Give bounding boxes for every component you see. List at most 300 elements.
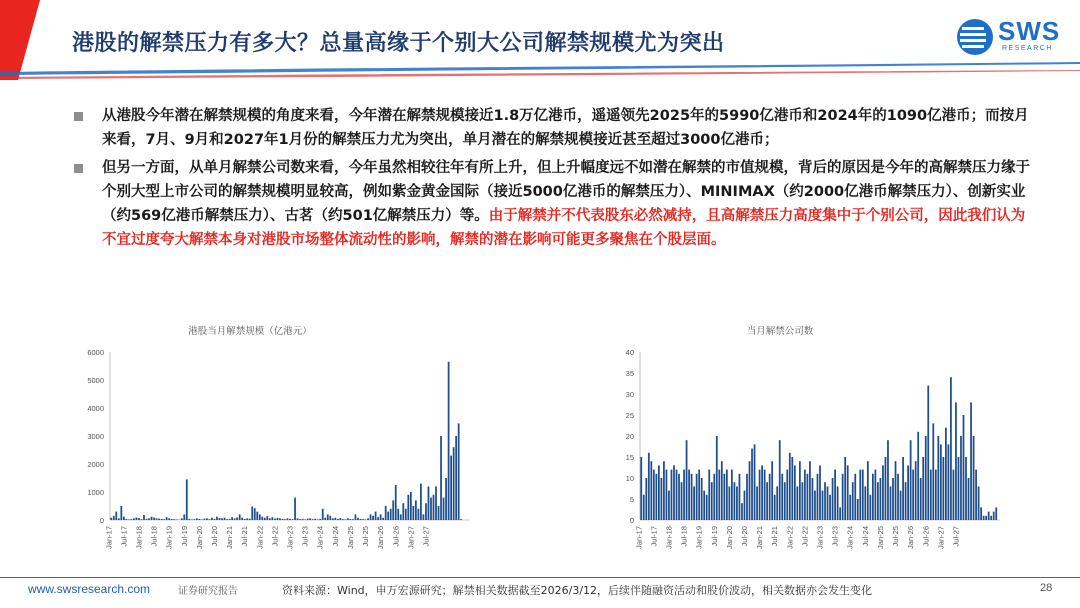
bullet-item-2	[74, 156, 1034, 252]
header-bar	[0, 0, 1080, 80]
chart-bar	[643, 495, 645, 520]
chart-bar	[360, 519, 362, 520]
chart-bar	[955, 402, 957, 520]
chart-bar	[734, 482, 736, 520]
chart-bar	[980, 507, 982, 520]
chart-bar	[887, 440, 889, 520]
chart-bar	[661, 478, 663, 520]
x-tick-label: Jan-27	[936, 526, 946, 549]
chart-bar	[292, 519, 294, 520]
x-tick-label: Jan-21	[225, 526, 235, 549]
chart-bar	[342, 519, 344, 520]
chart-bar	[244, 519, 246, 520]
chart-bar	[902, 457, 904, 520]
chart-bar	[392, 500, 394, 520]
chart-bar	[784, 482, 786, 520]
x-tick-label: Jul-17	[649, 526, 659, 547]
chart-bar	[115, 512, 117, 520]
chart-bar	[774, 495, 776, 520]
chart-bar	[365, 519, 367, 520]
chart-bar	[234, 518, 236, 520]
chart-bar	[334, 518, 336, 520]
chart-bar	[397, 509, 399, 520]
chart-bar	[141, 519, 143, 520]
y-tick-label: 6000	[87, 348, 104, 357]
x-tick-label: Jan-21	[755, 526, 765, 549]
chart-bar	[668, 491, 670, 520]
x-tick-label: Jul-21	[770, 526, 780, 547]
chart-bar	[209, 519, 211, 520]
chart-bar	[418, 509, 420, 520]
chart-bar	[339, 518, 341, 520]
bullet-text-1: 从港股今年潜在解禁规模的角度来看，今年潜在解禁规模接近1.8万亿港币，遥遥领先2025年的5990亿港币和2024年的1090亿港币；而按月来看，7月、9月和2027年1月份的解禁压力尤为突出，单月潜在的解禁规模接近甚至超过3000亿港币；	[102, 108, 1029, 148]
chart-bar	[749, 461, 751, 520]
y-tick-label: 0	[99, 516, 104, 525]
chart-bar	[718, 470, 720, 520]
x-tick-label: Jan-22	[785, 526, 795, 549]
chart-bar	[385, 506, 387, 520]
x-tick-label: Jan-24	[315, 526, 325, 549]
chart-bar	[781, 474, 783, 520]
chart-bar	[900, 491, 902, 520]
chart-bar	[352, 519, 354, 520]
x-tick-label: Jan-20	[194, 526, 204, 549]
x-tick-label: Jul-21	[240, 526, 250, 547]
y-tick-label: 5	[629, 495, 634, 504]
chart-bar	[259, 514, 261, 520]
y-tick-label: 30	[625, 390, 634, 399]
chart-bar	[118, 518, 120, 520]
chart-bar	[219, 518, 221, 520]
x-tick-label: Jul-25	[891, 526, 901, 547]
chart-bar	[703, 491, 705, 520]
chart-bar	[443, 498, 445, 520]
chart-bar	[844, 457, 846, 520]
chart-bar	[304, 519, 306, 520]
x-tick-label: Jul-23	[830, 526, 840, 547]
chart-bar	[181, 518, 183, 520]
chart-bar	[859, 470, 861, 520]
x-tick-label: Jul-24	[860, 526, 870, 547]
x-tick-label: Jul-20	[209, 526, 219, 547]
y-tick-label: 1000	[87, 488, 104, 497]
chart-bar	[229, 519, 231, 520]
chart-bar	[440, 436, 442, 520]
chart-bar	[875, 470, 877, 520]
chart-bar	[776, 486, 778, 520]
chart-bar	[347, 518, 349, 520]
chart-bar	[428, 486, 430, 520]
chart-bar	[455, 436, 457, 520]
chart-bar	[739, 474, 741, 520]
chart-bar	[824, 482, 826, 520]
x-tick-label: Jul-19	[709, 526, 719, 547]
bullet-item-1	[74, 104, 1034, 152]
chart-bar	[877, 482, 879, 520]
chart-bar	[350, 519, 352, 520]
chart-bar	[799, 461, 801, 520]
chart-bar	[978, 486, 980, 520]
chart-bar	[319, 519, 321, 520]
chart-bar	[973, 436, 975, 520]
chart-bar	[282, 519, 284, 520]
chart-bar	[728, 486, 730, 520]
y-tick-label: 3000	[87, 432, 104, 441]
chart-bar	[640, 457, 642, 520]
chart-bar	[741, 503, 743, 520]
chart-bar	[988, 512, 990, 520]
footer-divider	[0, 577, 1080, 578]
x-tick-label: Jan-27	[406, 526, 416, 549]
chart-bar	[307, 519, 309, 520]
chart-bar	[198, 519, 200, 520]
chart-bar	[905, 482, 907, 520]
chart-bar	[990, 516, 992, 520]
chart-bar	[708, 470, 710, 520]
chart-bar	[711, 482, 713, 520]
chart-bar	[671, 470, 673, 520]
unlock-count-bar-chart	[600, 320, 1020, 570]
chart-bar	[420, 484, 422, 520]
y-tick-label: 25	[625, 411, 634, 420]
chart-bar	[294, 498, 296, 520]
chart-bar	[287, 518, 289, 520]
footer-report-type: 证券研究报告	[178, 586, 238, 597]
chart-bar	[143, 515, 145, 520]
chart-bar	[400, 514, 402, 520]
chart-bar	[673, 465, 675, 520]
x-tick-label: Jul-19	[179, 526, 189, 547]
chart-bar	[854, 474, 856, 520]
chart-bar	[176, 519, 178, 520]
chart-bar	[827, 486, 829, 520]
chart-bar	[216, 517, 218, 520]
chart-bar	[390, 509, 392, 520]
header-swoosh	[0, 58, 1080, 82]
chart-bar	[686, 440, 688, 520]
chart-bar	[983, 516, 985, 520]
sws-logo	[956, 18, 1062, 58]
chart-bar	[254, 508, 256, 520]
chart-bar	[231, 517, 233, 520]
chart-bar	[663, 461, 665, 520]
chart-bar	[450, 456, 452, 520]
chart-bar	[910, 440, 912, 520]
chart-bar	[246, 518, 248, 520]
x-tick-label: Jul-23	[300, 526, 310, 547]
bullet-text-2-highlight: 由于解禁并不代表股东必然减持，且高解禁压力高度集中于个别公司，因此我们认为不宜过度夸大解禁本身对港股市场整体流动性的影响，解禁的潜在影响可能更多聚焦在个股层面。	[102, 208, 1026, 248]
chart-bar	[133, 518, 135, 520]
chart-bar	[648, 453, 650, 520]
chart-bar	[744, 491, 746, 520]
x-tick-label: Jul-17	[119, 526, 129, 547]
chart-bar	[261, 517, 263, 520]
x-tick-label: Jul-22	[270, 526, 280, 547]
chart-bar	[309, 518, 311, 520]
chart-bar	[812, 478, 814, 520]
chart-bar	[377, 517, 379, 520]
chart-bar	[362, 519, 364, 520]
chart-bar	[968, 478, 970, 520]
chart-bar	[251, 507, 253, 520]
chart-bar	[327, 514, 329, 520]
bullet-list	[74, 104, 1034, 256]
chart-bar	[864, 486, 866, 520]
chart-bar	[942, 457, 944, 520]
chart-bar	[935, 470, 937, 520]
chart-bar	[375, 512, 377, 520]
page-number: 28	[1040, 582, 1053, 594]
chart-bar	[801, 482, 803, 520]
chart-bar	[322, 509, 324, 520]
chart-bar	[650, 461, 652, 520]
chart-bar	[423, 514, 425, 520]
y-tick-label: 4000	[87, 404, 104, 413]
chart-bar	[204, 519, 206, 520]
chart-bar	[136, 517, 138, 520]
chart-bar	[764, 470, 766, 520]
chart-bar	[842, 474, 844, 520]
chart-bar	[153, 517, 155, 520]
chart-bar	[125, 519, 127, 520]
chart-bar	[920, 478, 922, 520]
chart-bar	[796, 486, 798, 520]
chart-bar	[688, 470, 690, 520]
chart-bar	[713, 474, 715, 520]
chart-bar	[206, 518, 208, 520]
chart-bar	[161, 519, 163, 520]
chart-bar	[266, 516, 268, 520]
y-tick-label: 10	[625, 474, 634, 483]
chart-bar	[438, 506, 440, 520]
chart-bar	[241, 518, 243, 520]
y-tick-label: 0	[629, 516, 634, 525]
chart-bar	[965, 457, 967, 520]
chart-bar	[852, 482, 854, 520]
chart-bar	[746, 474, 748, 520]
chart-bar	[839, 507, 841, 520]
x-tick-label: Jul-26	[921, 526, 931, 547]
x-tick-label: Jan-24	[845, 526, 855, 549]
chart-bar	[837, 486, 839, 520]
chart-bar	[925, 436, 927, 520]
x-tick-label: Jan-19	[694, 526, 704, 549]
chart-bar	[299, 519, 301, 520]
chart-bar	[120, 506, 122, 520]
chart-bar	[387, 512, 389, 520]
chart-bar	[224, 518, 226, 520]
chart-bar	[402, 503, 404, 520]
chart-bar	[277, 518, 279, 520]
chart-bar	[279, 518, 281, 520]
chart-bar	[395, 485, 397, 520]
chart-bar	[716, 436, 718, 520]
chart-bar	[960, 436, 962, 520]
x-tick-label: Jul-27	[951, 526, 961, 547]
chart-bar	[256, 512, 258, 520]
chart-bar	[817, 474, 819, 520]
chart-bar	[329, 516, 331, 520]
x-tick-label: Jul-18	[679, 526, 689, 547]
chart-bar	[970, 402, 972, 520]
page-title: 港股的解禁压力有多大？总量高缘于个别大公司解禁规模尤为突出	[72, 31, 725, 56]
chart-bar	[653, 470, 655, 520]
x-tick-label: Jan-25	[345, 526, 355, 549]
chart-bar	[370, 514, 372, 520]
chart-bar	[367, 518, 369, 520]
chart-bar	[317, 519, 319, 520]
x-tick-label: Jan-25	[875, 526, 885, 549]
chart-bar	[754, 444, 756, 520]
chart-bar	[885, 457, 887, 520]
chart-bar	[430, 498, 432, 520]
chart-bar	[113, 516, 115, 520]
chart-bar	[857, 499, 859, 520]
chart-bar	[696, 474, 698, 520]
chart-bar	[869, 495, 871, 520]
chart-bar	[963, 415, 965, 520]
chart-bar	[433, 495, 435, 520]
chart-bar	[779, 440, 781, 520]
chart-bar	[706, 495, 708, 520]
chart-bar	[158, 519, 160, 520]
chart-bar	[698, 470, 700, 520]
chart-bar	[922, 457, 924, 520]
chart-bar	[148, 518, 150, 520]
chart-bar	[337, 519, 339, 520]
y-tick-label: 35	[625, 369, 634, 378]
chart-bar	[410, 492, 412, 520]
chart-bar	[214, 519, 216, 520]
x-tick-label: Jan-23	[815, 526, 825, 549]
chart-bar	[892, 478, 894, 520]
bullet-text-2: 但另一方面，从单月解禁公司数来看，今年虽然相较往年有所上升，但上升幅度远不如潜在解禁的市值规模，背后的原因是今年的高解禁压力缘于个别大型上市公司的解禁规模明显较高，例如紫金黄金国际（接近5000亿港币的解禁压力）、MINIMAX（约2000亿港币解禁压力）、创新实业（约569亿港币解禁压力）、古茗（约501亿解禁压力）等。	[102, 160, 1030, 224]
chart-bar	[355, 514, 357, 520]
footer-source-note: 资料来源：Wind，申万宏源研究；解禁相关数据截至2026/3/12，后续伴随融资活动和股价波动，相关数据亦会发生变化	[282, 584, 873, 597]
chart-bar	[156, 518, 158, 520]
chart-bar	[676, 470, 678, 520]
chart-bar	[882, 465, 884, 520]
chart-bar	[297, 518, 299, 520]
chart-bar	[123, 517, 125, 520]
chart-bar	[236, 517, 238, 520]
chart-bar	[324, 518, 326, 520]
x-tick-label: Jul-27	[421, 526, 431, 547]
chart-bar	[691, 474, 693, 520]
x-tick-label: Jan-23	[285, 526, 295, 549]
chart-bar	[415, 500, 417, 520]
sws-globe-icon	[956, 18, 994, 56]
x-tick-label: Jul-22	[800, 526, 810, 547]
chart-bar	[128, 519, 130, 520]
chart-bar	[453, 447, 455, 520]
x-tick-label: Jan-17	[104, 526, 114, 549]
chart-bar	[332, 518, 334, 520]
y-tick-label: 40	[625, 348, 634, 357]
chart-bar	[927, 386, 929, 520]
chart-bar	[407, 495, 409, 520]
x-tick-label: Jan-18	[134, 526, 144, 549]
y-tick-label: 15	[625, 453, 634, 462]
chart-bar	[131, 519, 133, 520]
chart-bar	[849, 495, 851, 520]
x-tick-label: Jan-17	[634, 526, 644, 549]
chart-bar	[804, 470, 806, 520]
chart-title: 港股当月解禁规模（亿港元）	[188, 326, 312, 337]
y-tick-label: 2000	[87, 460, 104, 469]
chart-bar	[847, 465, 849, 520]
chart-bar	[380, 514, 382, 520]
chart-bar	[138, 518, 140, 520]
chart-bar	[345, 519, 347, 520]
chart-bar	[425, 503, 427, 520]
chart-bar	[168, 518, 170, 520]
chart-bar	[151, 517, 153, 520]
chart-bar	[658, 465, 660, 520]
chart-bar	[769, 474, 771, 520]
chart-bar	[166, 517, 168, 520]
footer-url-link[interactable]: www.swsresearch.com	[28, 582, 151, 596]
unlock-value-bar-chart	[70, 320, 490, 570]
chart-bar	[995, 507, 997, 520]
chart-bar	[188, 519, 190, 520]
chart-bar	[302, 519, 304, 520]
chart-bar	[940, 444, 942, 520]
chart-bar	[731, 470, 733, 520]
chart-bar	[186, 479, 188, 520]
chart-bar	[807, 474, 809, 520]
chart-unlock-value	[70, 320, 490, 574]
chart-bar	[819, 465, 821, 520]
y-tick-label: 5000	[87, 376, 104, 385]
logo-subtext: RESEARCH	[1002, 45, 1053, 52]
chart-bar	[937, 436, 939, 520]
bullet-square-icon	[74, 164, 83, 173]
chart-bar	[211, 518, 213, 520]
chart-bar	[448, 362, 450, 520]
chart-bar	[163, 519, 165, 520]
chart-bar	[759, 470, 761, 520]
chart-bar	[958, 457, 960, 520]
chart-bar	[693, 486, 695, 520]
chart-bar	[655, 474, 657, 520]
chart-bar	[832, 478, 834, 520]
logo-text: SWS	[998, 16, 1061, 46]
x-tick-label: Jul-20	[739, 526, 749, 547]
chart-bar	[791, 457, 793, 520]
chart-bar	[173, 519, 175, 520]
chart-bar	[110, 518, 112, 520]
chart-bar	[701, 478, 703, 520]
chart-bar	[907, 465, 909, 520]
chart-bar	[274, 519, 276, 520]
chart-bar	[917, 432, 919, 520]
chart-bar	[221, 518, 223, 520]
chart-bar	[458, 423, 460, 520]
chart-bar	[829, 495, 831, 520]
chart-bar	[814, 491, 816, 520]
chart-bar	[809, 461, 811, 520]
chart-bar	[822, 491, 824, 520]
chart-bar	[191, 519, 193, 520]
chart-bar	[196, 518, 198, 520]
chart-bar	[312, 519, 314, 520]
chart-bar	[736, 486, 738, 520]
chart-bar	[953, 470, 955, 520]
x-tick-label: Jan-26	[906, 526, 916, 549]
chart-bar	[183, 514, 185, 520]
chart-bar	[460, 519, 462, 520]
